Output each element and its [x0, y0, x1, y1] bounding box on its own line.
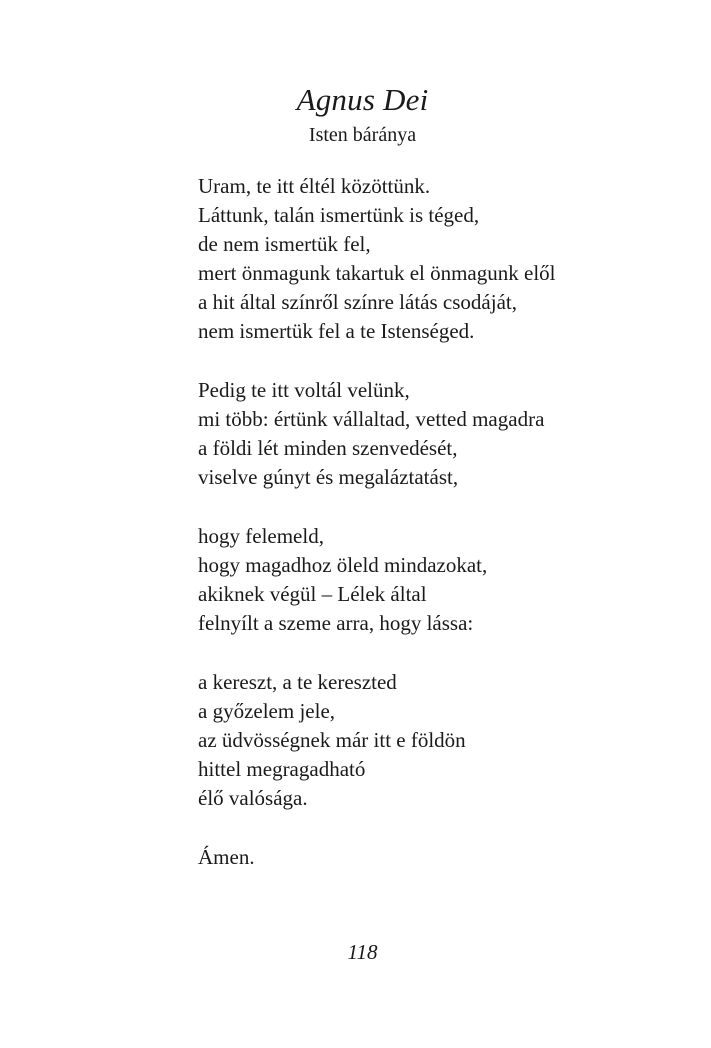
poem-title: Agnus Dei: [296, 82, 429, 117]
stanza-1: [198, 172, 698, 346]
poem-line: akiknek végül – Lélek által: [198, 582, 427, 606]
poem-line: hittel megragadható: [198, 757, 366, 781]
poem-line: felnyílt a szeme arra, hogy lássa:: [198, 611, 474, 635]
poem-line: hogy magadhoz öleld mindazokat,: [198, 553, 488, 577]
poem-line: Pedig te itt voltál velünk,: [198, 378, 410, 402]
poem-line: Uram, te itt éltél közöttünk.: [198, 174, 431, 198]
poem-line: az üdvösségnek már itt e földön: [198, 728, 466, 752]
poem-line: Láttunk, talán ismertünk is téged,: [198, 203, 480, 227]
poem-line: a kereszt, a te kereszted: [198, 670, 397, 694]
stanza-4: [198, 668, 698, 813]
poem-line: Ámen.: [198, 845, 255, 869]
poem-line: nem ismertük fel a te Istenséged.: [198, 319, 475, 343]
poem-line: mert önmagunk takartuk el önmagunk elől: [198, 261, 556, 285]
poem-line: a győzelem jele,: [198, 699, 336, 723]
poem-line: élő valósága.: [198, 786, 308, 810]
poem-body: [198, 172, 698, 902]
stanza-3: [198, 522, 698, 638]
poem-line: mi több: értünk vállaltad, vetted magadra: [198, 407, 545, 431]
poem-line: a földi lét minden szenvedését,: [198, 436, 458, 460]
poem-line: viselve gúnyt és megaláztatást,: [198, 465, 459, 489]
page-number: 118: [347, 940, 378, 964]
poem-subtitle: Isten báránya: [308, 124, 417, 146]
poem-line: hogy felemeld,: [198, 524, 324, 548]
poem-line: de nem ismertük fel,: [198, 232, 371, 256]
poem-line: a hit által színről színre látás csodáját,: [198, 290, 517, 314]
stanza-5: [198, 843, 698, 872]
stanza-2: [198, 376, 698, 492]
